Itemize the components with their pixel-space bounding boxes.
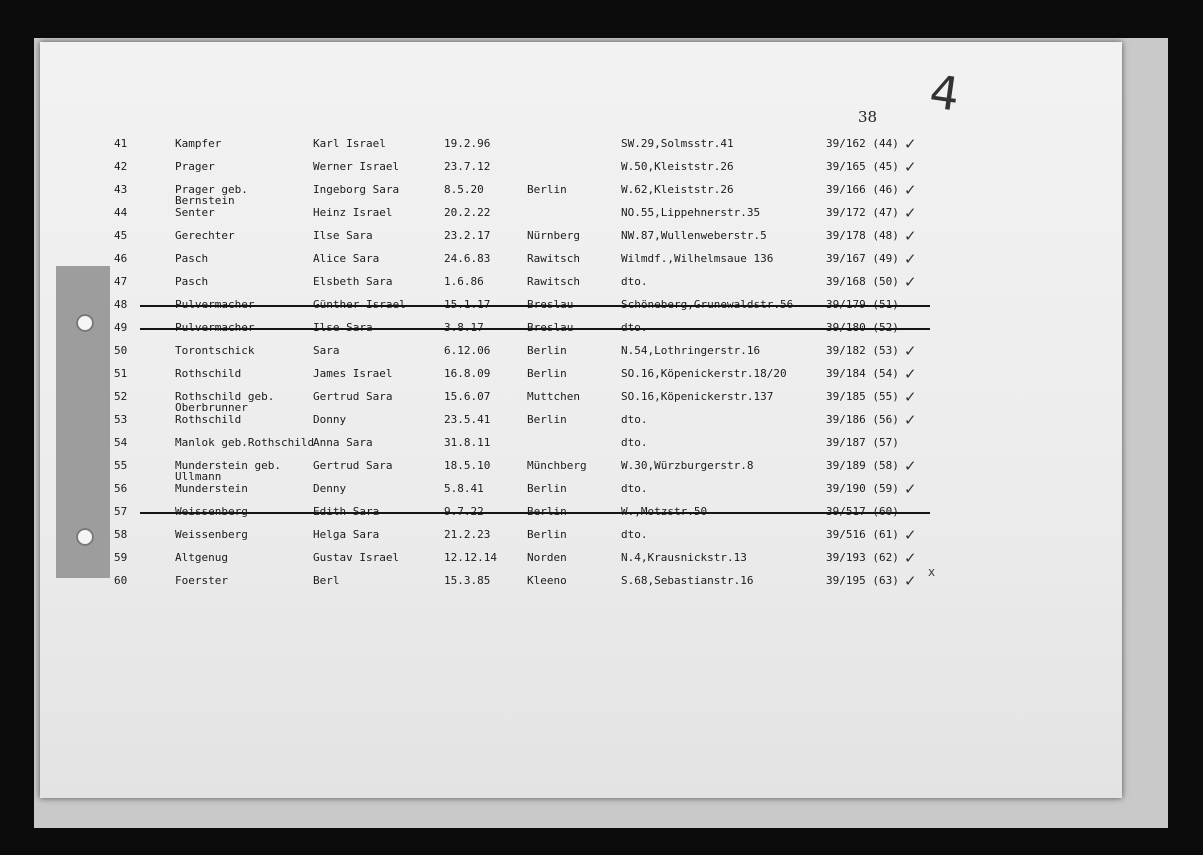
list-row xyxy=(0,411,1203,438)
given-name: Elsbeth Sara xyxy=(313,275,393,288)
surname: Torontschick xyxy=(175,344,255,357)
check-mark-icon: ✓ xyxy=(904,273,917,291)
row-number: 41 xyxy=(114,137,128,150)
list-row xyxy=(0,342,1203,369)
address: SO.16,Köpenickerstr.18/20 xyxy=(621,367,787,380)
reference-number: 39/182 (53) xyxy=(826,344,899,357)
row-number: 49 xyxy=(114,321,128,334)
birth-place: Norden xyxy=(527,551,567,564)
check-mark-icon: ✓ xyxy=(904,480,917,498)
strike-through-line xyxy=(140,328,930,330)
birth-date: 23.2.17 xyxy=(444,229,491,242)
address: dto. xyxy=(621,275,648,288)
birth-place: Kleeno xyxy=(527,574,567,587)
check-mark-icon: ✓ xyxy=(904,227,917,245)
surname: Rothschild xyxy=(175,413,242,426)
birth-date: 6.12.06 xyxy=(444,344,491,357)
check-mark-icon: ✓ xyxy=(904,135,917,153)
row-number: 58 xyxy=(114,528,128,541)
surname: Pasch xyxy=(175,252,209,265)
list-row xyxy=(0,181,1203,208)
given-name: Helga Sara xyxy=(313,528,380,541)
list-row xyxy=(0,322,1203,346)
surname: Munderstein geb. xyxy=(175,459,281,472)
list-row xyxy=(0,437,1203,461)
address: dto. xyxy=(621,528,648,541)
address: W.30,Würzburgerstr.8 xyxy=(621,459,754,472)
address: W.62,Kleiststr.26 xyxy=(621,183,734,196)
reference-number: 39/167 (49) xyxy=(826,252,899,265)
check-mark-icon: ✓ xyxy=(904,572,917,590)
strike-through-line xyxy=(140,512,930,514)
address: SO.16,Köpenickerstr.137 xyxy=(621,390,774,403)
given-name: Werner Israel xyxy=(313,160,400,173)
row-number: 42 xyxy=(114,160,128,173)
birth-place: Nürnberg xyxy=(527,229,580,242)
birth-date: 23.5.41 xyxy=(444,413,491,426)
surname: Prager geb. xyxy=(175,183,248,196)
birth-date: 24.6.83 xyxy=(444,252,491,265)
birth-date: 15.6.07 xyxy=(444,390,491,403)
folio-mark: 4 xyxy=(926,64,963,122)
list-row xyxy=(0,572,1203,599)
given-name: Berl xyxy=(313,574,340,587)
surname: Altgenug xyxy=(175,551,228,564)
reference-number: 39/187 (57) xyxy=(826,436,899,449)
address: SW.29,Solmsstr.41 xyxy=(621,137,734,150)
surname: Munderstein xyxy=(175,482,248,495)
row-number: 54 xyxy=(114,436,128,449)
birth-place: Muttchen xyxy=(527,390,580,403)
address: dto. xyxy=(621,413,648,426)
reference-number: 39/168 (50) xyxy=(826,275,899,288)
birth-date: 1.6.86 xyxy=(444,275,484,288)
birth-place: Berlin xyxy=(527,344,567,357)
row-number: 55 xyxy=(114,459,128,472)
surname: Senter xyxy=(175,206,215,219)
birth-place: Rawitsch xyxy=(527,275,580,288)
given-name: Gertrud Sara xyxy=(313,459,393,472)
birth-date: 23.7.12 xyxy=(444,160,491,173)
address: dto. xyxy=(621,436,648,449)
given-name: Sara xyxy=(313,344,340,357)
given-name: Donny xyxy=(313,413,347,426)
row-number: 50 xyxy=(114,344,128,357)
birth-place: Berlin xyxy=(527,482,567,495)
birth-place: Berlin xyxy=(527,183,567,196)
check-mark-icon: ✓ xyxy=(904,342,917,360)
given-name: Gustav Israel xyxy=(313,551,400,564)
surname: Foerster xyxy=(175,574,228,587)
row-number: 59 xyxy=(114,551,128,564)
check-mark-icon: ✓ xyxy=(904,204,917,222)
maiden-name: Oberbrunner xyxy=(175,401,248,414)
birth-date: 20.2.22 xyxy=(444,206,491,219)
row-number: 53 xyxy=(114,413,128,426)
birth-place: Berlin xyxy=(527,367,567,380)
list-row xyxy=(0,135,1203,162)
row-number: 52 xyxy=(114,390,128,403)
surname: Pasch xyxy=(175,275,209,288)
address: Wilmdf.,Wilhelmsaue 136 xyxy=(621,252,774,265)
address: NO.55,Lippehnerstr.35 xyxy=(621,206,761,219)
surname: Gerechter xyxy=(175,229,235,242)
surname: Weissenberg xyxy=(175,528,248,541)
check-mark-icon: ✓ xyxy=(904,411,917,429)
row-number: 51 xyxy=(114,367,128,380)
given-name: Karl Israel xyxy=(313,137,386,150)
strike-through-line xyxy=(140,305,930,307)
given-name: Ilse Sara xyxy=(313,229,373,242)
row-number: 43 xyxy=(114,183,128,196)
reference-number: 39/166 (46) xyxy=(826,183,899,196)
check-mark-icon: ✓ xyxy=(904,549,917,567)
birth-date: 19.2.96 xyxy=(444,137,491,150)
page-number: 38 xyxy=(858,108,878,126)
address: dto. xyxy=(621,482,648,495)
given-name: James Israel xyxy=(313,367,393,380)
reference-number: 39/190 (59) xyxy=(826,482,899,495)
row-number: 46 xyxy=(114,252,128,265)
reference-number: 39/178 (48) xyxy=(826,229,899,242)
surname: Prager xyxy=(175,160,215,173)
reference-number: 39/185 (55) xyxy=(826,390,899,403)
check-mark-icon: ✓ xyxy=(904,365,917,383)
list-row xyxy=(0,506,1203,530)
reference-number: 39/186 (56) xyxy=(826,413,899,426)
list-row xyxy=(0,204,1203,231)
address: N.54,Lothringerstr.16 xyxy=(621,344,761,357)
given-name: Heinz Israel xyxy=(313,206,393,219)
check-mark-icon: ✓ xyxy=(904,158,917,176)
given-name: Ingeborg Sara xyxy=(313,183,400,196)
reference-number: 39/162 (44) xyxy=(826,137,899,150)
reference-number: 39/184 (54) xyxy=(826,367,899,380)
birth-place: Berlin xyxy=(527,528,567,541)
birth-date: 5.8.41 xyxy=(444,482,484,495)
surname: Manlok geb.Rothschild xyxy=(175,436,315,449)
reference-number: 39/172 (47) xyxy=(826,206,899,219)
list-row xyxy=(0,299,1203,323)
list-row xyxy=(0,480,1203,507)
list-row xyxy=(0,250,1203,277)
list-row xyxy=(0,457,1203,484)
reference-number: 39/516 (61) xyxy=(826,528,899,541)
reference-number: 39/195 (63) xyxy=(826,574,899,587)
row-number: 45 xyxy=(114,229,128,242)
birth-place: Berlin xyxy=(527,413,567,426)
check-mark-icon: ✓ xyxy=(904,250,917,268)
surname: Rothschild xyxy=(175,367,242,380)
list-row xyxy=(0,227,1203,254)
list-row xyxy=(0,365,1203,392)
birth-date: 18.5.10 xyxy=(444,459,491,472)
check-mark-icon: ✓ xyxy=(904,457,917,475)
row-number: 60 xyxy=(114,574,128,587)
birth-date: 8.5.20 xyxy=(444,183,484,196)
given-name: Gertrud Sara xyxy=(313,390,393,403)
row-number: 57 xyxy=(114,505,128,518)
given-name: Denny xyxy=(313,482,347,495)
row-number: 44 xyxy=(114,206,128,219)
list-row xyxy=(0,158,1203,185)
birth-place: Münchberg xyxy=(527,459,587,472)
birth-date: 31.8.11 xyxy=(444,436,491,449)
row-number: 47 xyxy=(114,275,128,288)
given-name: Anna Sara xyxy=(313,436,373,449)
reference-number: 39/189 (58) xyxy=(826,459,899,472)
row-number: 48 xyxy=(114,298,128,311)
address: W.50,Kleiststr.26 xyxy=(621,160,734,173)
birth-date: 12.12.14 xyxy=(444,551,497,564)
check-mark-icon: ✓ xyxy=(904,181,917,199)
maiden-name: Ullmann xyxy=(175,470,222,483)
list-row xyxy=(0,526,1203,553)
row-number: 56 xyxy=(114,482,128,495)
address: NW.87,Wullenweberstr.5 xyxy=(621,229,767,242)
birth-place: Rawitsch xyxy=(527,252,580,265)
address: S.68,Sebastianstr.16 xyxy=(621,574,754,587)
birth-date: 21.2.23 xyxy=(444,528,491,541)
maiden-name: Bernstein xyxy=(175,194,235,207)
list-row xyxy=(0,273,1203,300)
surname: Rothschild geb. xyxy=(175,390,275,403)
surname: Kampfer xyxy=(175,137,222,150)
list-row xyxy=(0,388,1203,415)
reference-number: 39/165 (45) xyxy=(826,160,899,173)
list-row xyxy=(0,549,1203,576)
birth-date: 15.3.85 xyxy=(444,574,491,587)
address: N.4,Krausnickstr.13 xyxy=(621,551,747,564)
reference-number: 39/193 (62) xyxy=(826,551,899,564)
given-name: Alice Sara xyxy=(313,252,380,265)
extra-mark: x xyxy=(928,565,936,579)
check-mark-icon: ✓ xyxy=(904,526,917,544)
check-mark-icon: ✓ xyxy=(904,388,917,406)
birth-date: 16.8.09 xyxy=(444,367,491,380)
